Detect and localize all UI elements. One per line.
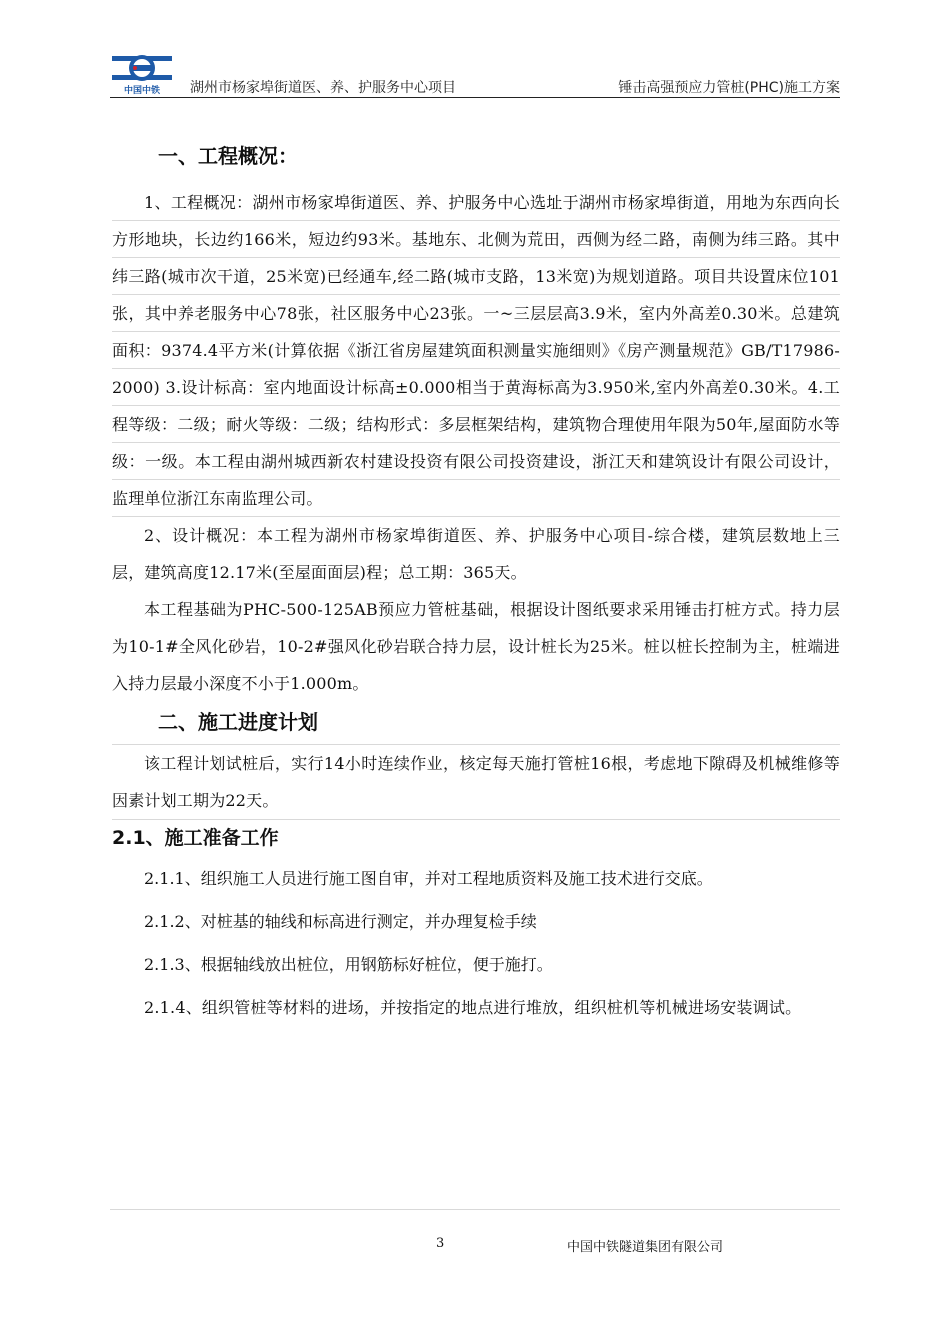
header-project-name: 湖州市杨家埠街道医、养、护服务中心项目	[190, 80, 456, 96]
section-1-paragraph-2: 2、设计概况：本工程为湖州市杨家埠街道医、养、护服务中心项目-综合楼，建筑层数地上三层，建筑高度12.17米(至屋面面层)程；总工期：365天。	[112, 526, 840, 582]
footer-company: 中国中铁隧道集团有限公司	[567, 1240, 724, 1255]
crec-logo	[110, 52, 174, 96]
header-divider	[110, 97, 840, 98]
prep-item-1: 2.1.1、组织施工人员进行施工图自审，并对工程地质资料及施工技术进行交底。	[144, 869, 713, 888]
logo-text: 中国中铁	[123, 86, 160, 96]
page-header	[110, 52, 840, 96]
crec-logo-icon	[110, 52, 174, 84]
section-1-paragraph-3: 本工程基础为PHC-500-125AB预应力管桩基础，根据设计图纸要求采用锤击打桩方式。持力层为10-1#全风化砂岩，10-2#强风化砂岩联合持力层，设计桩长为25米。桩以桩长控制为主，桩端进入持力层最小深度不小于1.000m。	[112, 600, 840, 693]
section-1-paragraph-1: 1、工程概况：湖州市杨家埠街道医、养、护服务中心选址于湖州市杨家埠街道，用地为东西向长方形地块，长边约166米，短边约93米。基地东、北侧为荒田，西侧为经二路，南侧为纬三路。其中纬三路(城市次干道，25米宽)已经通车,经二路(城市支路，13米宽)为规划道路。项目共设置床位101张，其中养老服务中心78张，社区服务中心23张。一~三层层高3.9米，室内外高差0.30米。总建筑面积：9374.4平方米(计算依据《浙江省房屋建筑面积测量实施细则》《房产测量规范》GB/T17986-2000) 3.设计标高：室内地面设计标高±0.000相当于黄海标高为3.950米,室内外高差0.30米。4.工程等级：二级；耐火等级：二级；结构形式：多层框架结构，建筑物合理使用年限为50年,屋面防水等级：一级。本工程由湖州城西新农村建设投资有限公司投资建设，浙江天和建筑设计有限公司设计，监理单位浙江东南监理公司。	[112, 184, 840, 517]
section-2-1-heading: 2.1、施工准备工作	[112, 827, 279, 849]
prep-item-4: 2.1.4、组织管桩等材料的进场，并按指定的地点进行堆放，组织桩机等机械进场安装调试。	[144, 998, 802, 1017]
content-bottom-divider	[110, 1209, 840, 1210]
page-number: 3	[436, 1236, 445, 1251]
section-2-heading: 二、施工进度计划	[158, 710, 318, 734]
document-body	[112, 138, 840, 1026]
header-document-title: 锤击高强预应力管桩(PHC)施工方案	[618, 80, 840, 96]
prep-item-2: 2.1.2、对桩基的轴线和标高进行测定，并办理复检手续	[144, 912, 537, 931]
section-1-heading: 一、工程概况：	[158, 144, 298, 168]
section-2-paragraph: 该工程计划试桩后，实行14小时连续作业，核定每天施打管桩16根，考虑地下隙碍及机械维修等因素计划工期为22天。	[112, 744, 840, 820]
prep-item-3: 2.1.3、根据轴线放出桩位，用钢筋标好桩位，便于施打。	[144, 955, 553, 974]
